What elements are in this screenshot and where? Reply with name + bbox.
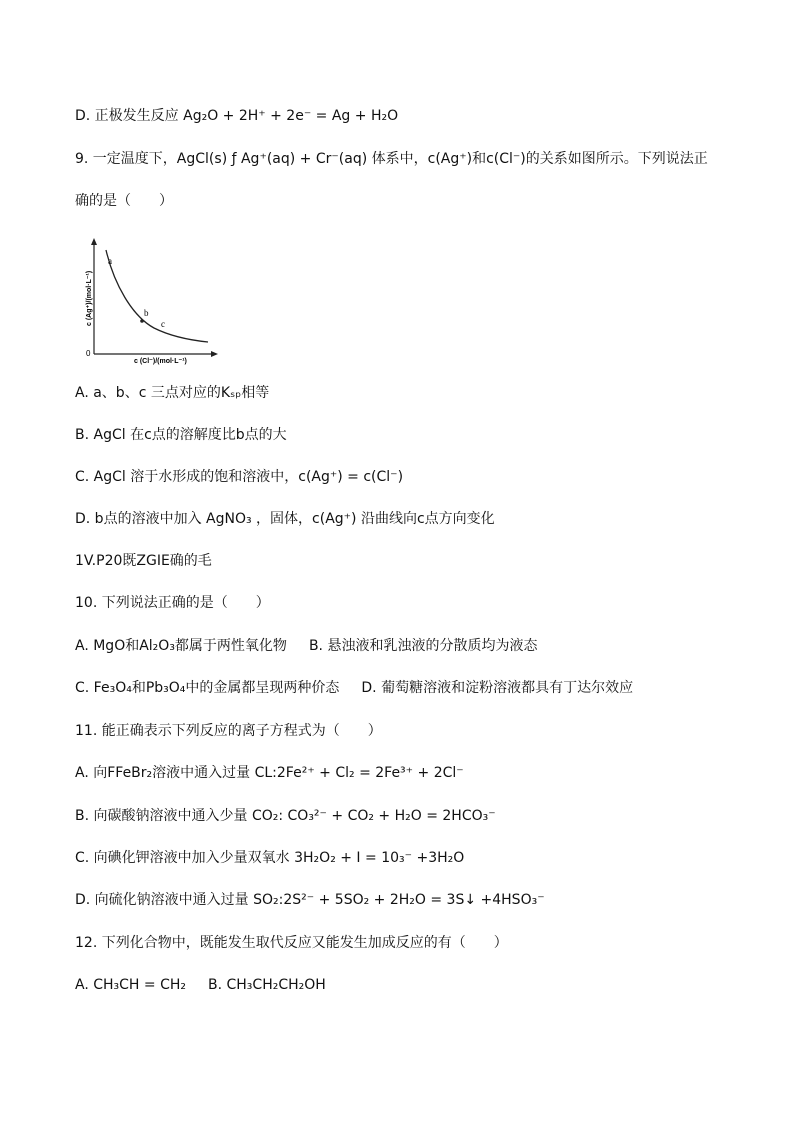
- q10-option-b: B. 悬浊液和乳浊液的分散质均为液态: [308, 638, 538, 654]
- q10-options-row1: [75, 636, 537, 656]
- q11-option-c: C. 向碘化钾溶液中加入少量双氧水 3H₂O₂ + I = 10₃⁻ +3H₂O: [75, 850, 465, 866]
- solubility-curve: [106, 250, 208, 342]
- q9-curve-plot: [84, 236, 220, 366]
- q11-option-b: B. 向碳酸钠溶液中通入少量 CO₂: CO₃²⁻ + CO₂ + H₂O = 2HCO₃⁻: [75, 808, 496, 824]
- q9-option-c: C. AgCl 溶于水形成的饱和溶液中，c(Ag⁺) = c(Cl⁻): [75, 469, 404, 485]
- q11-stem: 11. 能正确表示下列反应的离子方程式为（ ）: [75, 723, 382, 739]
- q10-stem: 10. 下列说法正确的是（ ）: [75, 595, 270, 611]
- q12-option-a: A. CH₃CH = CH₂: [75, 977, 186, 993]
- q9-stem-line2: 确的是（ ）: [75, 193, 173, 209]
- q11-option-a: A. 向FFeBr₂溶液中通入过量 CL:2Fe²⁺ + Cl₂ = 2Fe³⁺ + 2Cl⁻: [75, 765, 464, 781]
- stray-text-line: 1V.P20既ZGIE确的毛: [75, 553, 212, 569]
- x-axis-arrow: [211, 351, 218, 357]
- q9-stem-line1: 9. 一定温度下，AgCl(s) ƒ Ag⁺(aq) + Cr⁻(aq) 体系中，c(Ag⁺)和c(Cl⁻)的关系如图所示。下列说法正: [75, 151, 708, 167]
- x-axis-label: c (Cl⁻)/(mol·L⁻¹): [134, 358, 187, 365]
- point-b-label: b: [144, 308, 149, 318]
- q9-option-a: A. a、b、c 三点对应的Kₛₚ相等: [75, 385, 270, 401]
- q10-options-row2: [75, 678, 633, 698]
- q9-figure-graph: [84, 236, 220, 366]
- q12-option-b: B. CH₃CH₂CH₂OH: [208, 977, 326, 993]
- q9-option-d: D. b点的溶液中加入 AgNO₃ ，固体，c(Ag⁺) 沿曲线向c点方向变化: [75, 511, 495, 527]
- y-axis-label: c (Ag⁺)/(mol·L⁻¹): [86, 270, 93, 326]
- point-b-marker: [140, 319, 144, 323]
- q10-option-a: A. MgO和Al₂O₃都属于两性氧化物: [75, 638, 287, 654]
- y-axis-arrow: [91, 238, 97, 245]
- q11-option-d: D. 向硫化钠溶液中通入过量 SO₂:2S²⁻ + 5SO₂ + 2H₂O = 3S↓ +4HSO₃⁻: [75, 892, 545, 908]
- q12-options-row1: [75, 975, 326, 995]
- q10-option-d: D. 葡萄糖溶液和淀粉溶液都具有丁达尔效应: [361, 680, 634, 696]
- point-c-label: c: [161, 319, 165, 329]
- origin-label: 0: [86, 349, 91, 358]
- q9-option-b: B. AgCl 在c点的溶解度比b点的大: [75, 427, 287, 443]
- q10-option-c: C. Fe₃O₄和Pb₃O₄中的金属都呈现两种价态: [75, 680, 340, 696]
- point-a-label: a: [108, 256, 112, 266]
- q8-option-d: D. 正极发生反应 Ag₂O + 2H⁺ + 2e⁻ = Ag + H₂O: [75, 108, 399, 124]
- q12-stem: 12. 下列化合物中，既能发生取代反应又能发生加成反应的有（ ）: [75, 935, 508, 951]
